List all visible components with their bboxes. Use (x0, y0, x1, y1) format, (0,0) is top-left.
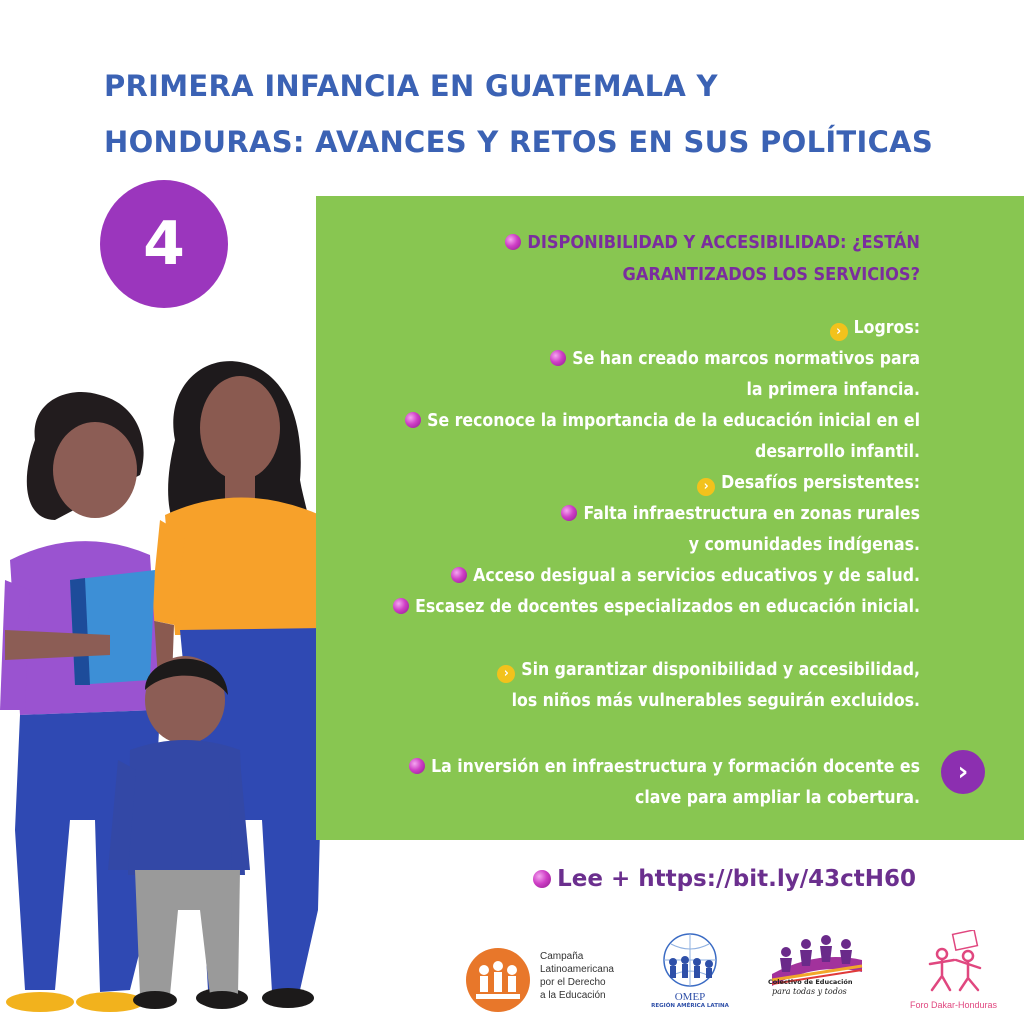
chevron-right-icon: › (497, 665, 515, 683)
logros-item-1-line-1: Se han creado marcos normativos para (393, 344, 920, 375)
title-line-1: PRIMERA INFANCIA EN GUATEMALA Y (104, 69, 718, 103)
colectivo-line-2: para todas y todos (772, 987, 847, 996)
conclusion-text (497, 655, 920, 717)
chevron-right-icon: › (697, 478, 715, 496)
foro-dakar-people-icon (920, 930, 996, 996)
section-number-badge: 4 (100, 180, 228, 308)
section-heading-line-1: DISPONIBILIDAD Y ACCESIBILIDAD: ¿ESTÁN (527, 232, 920, 253)
desafios-item-2: Acceso desigual a servicios educativos y de salud. (393, 561, 920, 592)
pink-dot-icon (409, 758, 425, 774)
omep-region: REGIÓN AMÉRICA LATINA (651, 1003, 729, 1009)
conclusion-line-1: Sin garantizar disponibilidad y accesibilidad, (521, 660, 920, 680)
omep-logo (650, 932, 730, 1009)
logros-item-2-line-1: Se reconoce la importancia de la educación inicial en el (393, 406, 920, 437)
achievements-challenges-list (393, 313, 920, 623)
desafios-item-3: Escasez de docentes especializados en educación inicial. (393, 592, 920, 623)
omep-name: OMEP (674, 991, 706, 1003)
title-line-2: HONDURAS: AVANCES Y RETOS EN SUS POLÍTICAS (104, 125, 934, 159)
woman-purple-shirt-figure (0, 392, 160, 1012)
pink-dot-icon (405, 412, 421, 428)
foro-dakar-name: Foro Dakar-Honduras (910, 1000, 998, 1010)
pink-dot-icon (561, 505, 577, 521)
conclusion-line-2: los niños más vulnerables seguirán excluidos. (511, 691, 920, 711)
page-title (104, 58, 944, 170)
desafios-item-1-line-1: Falta infraestructura en zonas rurales (393, 499, 920, 530)
omep-globe-children-icon (657, 932, 723, 988)
chevron-right-icon: › (957, 757, 969, 787)
pink-dot-icon (451, 567, 467, 583)
pink-dot-icon (550, 350, 566, 366)
logros-item-2-line-2: desarrollo infantil. (755, 442, 920, 462)
campana-line-2: Latinoamericana (540, 964, 614, 975)
section-heading-line-2: GARANTIZADOS LOS SERVICIOS? (622, 264, 920, 285)
desafios-heading: › Desafíos persistentes: (393, 468, 920, 499)
desafios-item-1-line-2: y comunidades indígenas. (688, 535, 920, 555)
chevron-right-icon: › (830, 323, 848, 341)
foro-dakar-logo (910, 930, 1020, 1010)
investment-text (409, 752, 920, 814)
campana-line-3: por el Derecho (540, 977, 606, 988)
pink-dot-icon (505, 234, 521, 250)
colectivo-line-1: Colectivo de Educación (768, 978, 853, 986)
campana-logo (464, 946, 614, 1018)
partner-logos (460, 930, 1024, 1024)
family-illustration (0, 350, 360, 1024)
logros-heading: › Logros: (393, 313, 920, 344)
investment-line-2: clave para ampliar la cobertura. (635, 788, 920, 808)
campana-line-1: Campaña (540, 951, 584, 962)
next-button[interactable] (941, 750, 985, 794)
pink-dot-icon (393, 598, 409, 614)
campana-line-4: a la Educación (540, 990, 606, 1001)
section-heading (505, 227, 920, 291)
pink-dot-icon (533, 870, 551, 888)
colectivo-logo (768, 930, 868, 994)
investment-line-1: La inversión en infraestructura y formación docente es (431, 757, 920, 777)
campana-emblem-icon (464, 946, 532, 1014)
logros-item-1-line-2: la primera infancia. (746, 380, 920, 400)
read-more-link[interactable]: Lee + https://bit.ly/43ctH60 (533, 866, 916, 892)
